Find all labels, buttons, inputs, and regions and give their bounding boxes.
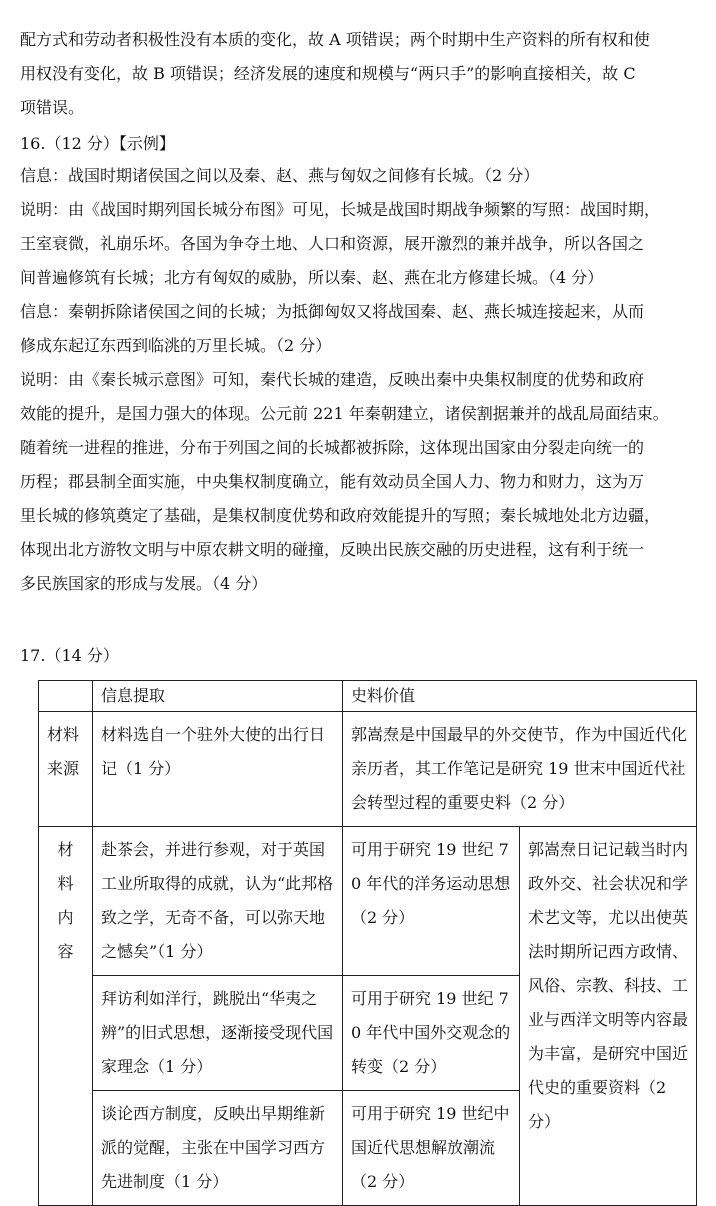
q17-header: 17.（14 分） [20, 646, 119, 665]
cell-text: 可用于研究 19 世纪中国近代思想解放潮流（2 分） [351, 1104, 510, 1191]
table-cell [343, 976, 520, 1091]
table-header-row [39, 681, 697, 712]
cell-text: 拜访利如洋行，跳脱出“华夷之辨”的旧式思想，逐渐接受现代国家理念（1 分） [101, 989, 334, 1076]
table-cell [93, 827, 343, 976]
cell-text: 郭嵩焘是中国最早的外交使节，作为中国近代化亲历者，其工作笔记是研究 19 世末中国近代社会转型过程的重要史料（2 分） [351, 725, 688, 812]
cell-text: 谈论西方制度，反映出早期维新派的觉醒，主张在中国学习西方先进制度（1 分） [101, 1104, 326, 1191]
table-cell-overall-value [520, 827, 697, 1206]
intro-line-3: 项错误。 [20, 98, 85, 117]
table-cell [343, 712, 697, 827]
table-cell [343, 1091, 520, 1206]
q16-line: 说明：由《秦长城示意图》可知，秦代长城的建造，反映出秦中央集权制度的优势和政府 [20, 370, 645, 389]
table-row-source [39, 712, 697, 827]
table-cell [343, 827, 520, 976]
q16-line: 间普遍修筑有长城；北方有匈奴的威胁，所以秦、赵、燕在北方修建长城。（4 分） [20, 268, 604, 287]
q16-line: 里长城的修筑奠定了基础，是集权制度优势和政府效能提升的写照；秦长城地处北方边疆， [20, 506, 661, 525]
q16-line: 历程；郡县制全面实施，中央集权制度确立，能有效动员全国人力、物力和财力，这为万 [20, 472, 645, 491]
cell-text: 可用于研究 19 世纪 70 年代中国外交观念的转变（2 分） [351, 989, 511, 1076]
intro-line-1: 配方式和劳动者积极性没有本质的变化，故 A 项错误；两个时期中生产资料的所有权和使 [20, 30, 650, 49]
table-row-content [39, 827, 697, 976]
cell-text: 郭嵩焘日记记载当时内政外交、社会状况和学术艺文等，尤以出使英法时期所记西方政情、风俗、宗教、科技、工业与西洋文明等内容最为丰富，是研究中国近代史的重要资料（2 分） [528, 840, 689, 1131]
q16-line: 效能的提升，是国力强大的体现。公元前 221 年秦朝建立，诸侯割据兼并的战乱局面结束。 [20, 404, 669, 423]
row-label-content [39, 827, 93, 1206]
q16-line: 修成东起辽东西到临洮的万里长城。（2 分） [20, 336, 332, 355]
table-cell [93, 1091, 343, 1206]
q16-line: 信息：秦朝拆除诸侯国之间的长城；为抵御匈奴又将战国秦、赵、燕长城连接起来，从而 [20, 302, 645, 321]
intro-line-2: 用权没有变化，故 B 项错误；经济发展的速度和规模与“两只手”的影响直接相关，故 C [20, 64, 636, 83]
q16-line: 说明：由《战国时期列国长城分布图》可见，长城是战国时期战争频繁的写照：战国时期， [20, 200, 661, 219]
row-label-source [39, 712, 93, 827]
row-label-text: 材料内容 [57, 840, 74, 961]
table-header-cell: 信息提取 [93, 681, 343, 712]
q16-header: 16.（12 分）【示例】 [20, 134, 175, 153]
cell-text: 赴茶会，并进行参观，对于英国工业所取得的成就，认为“此邦格致之学，无奇不备，可以弥天地之憾矣”（1 分） [101, 840, 334, 961]
table-header-cell [39, 681, 93, 712]
q16-line: 多民族国家的形成与发展。（4 分） [20, 574, 268, 593]
cell-text: 可用于研究 19 世纪 70 年代的洋务运动思想（2 分） [351, 840, 511, 927]
table-cell [93, 712, 343, 827]
row-label-text: 材料来源 [47, 725, 80, 778]
q16-line: 体现出北方游牧文明与中原农耕文明的碰撞，反映出民族交融的历史进程，这有利于统一 [20, 540, 645, 559]
q16-line: 王室衰微，礼崩乐坏。各国为争夺土地、人口和资源，展开激烈的兼并战争，所以各国之 [20, 234, 645, 253]
q16-line: 随着统一进程的推进，分布于列国之间的长城都被拆除，这体现出国家由分裂走向统一的 [20, 438, 645, 457]
table-cell [93, 976, 343, 1091]
table-header-cell: 史料价值 [343, 681, 697, 712]
q16-line: 信息：战国时期诸侯国之间以及秦、赵、燕与匈奴之间修有长城。（2 分） [20, 166, 540, 185]
q17-answer-table [38, 680, 697, 1206]
cell-text: 材料选自一个驻外大使的出行日记（1 分） [101, 725, 326, 778]
